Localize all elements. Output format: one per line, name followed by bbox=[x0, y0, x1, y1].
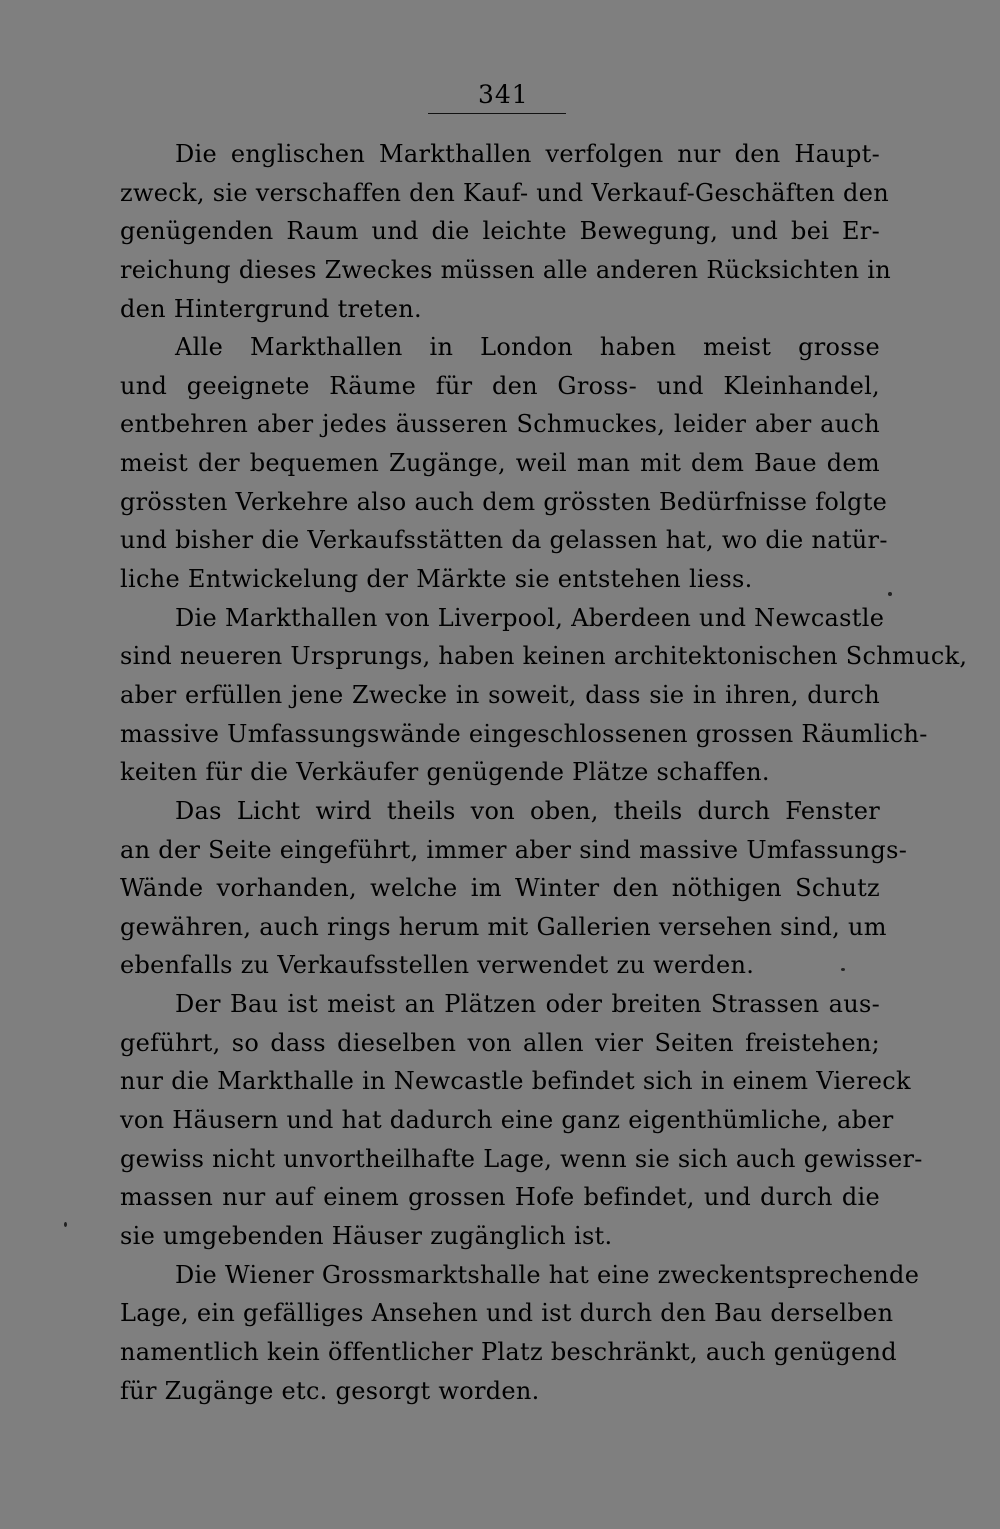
text-line: sind neueren Ursprungs, haben keinen architektonischen Schmuck, bbox=[120, 642, 968, 671]
text-line: geführt, so dass dieselben von allen vier Seiten freistehen; bbox=[120, 1028, 880, 1057]
page-number: 341 bbox=[478, 80, 529, 109]
text-line: gewiss nicht unvortheilhafte Lage, wenn sie sich auch gewisser- bbox=[120, 1144, 923, 1173]
header-rule bbox=[428, 113, 566, 114]
text-line: massen nur auf einem grossen Hofe befindet, und durch die bbox=[120, 1183, 880, 1212]
text-line: meist der bequemen Zugänge, weil man mit dem Baue dem bbox=[120, 449, 880, 478]
text-line: nur die Markthalle in Newcastle befindet sich in einem Viereck bbox=[120, 1067, 911, 1096]
text-line: sie umgebenden Häuser zugänglich ist. bbox=[120, 1221, 613, 1250]
body-text bbox=[120, 135, 968, 1410]
text-line: von Häusern und hat dadurch eine ganz eigenthümliche, aber bbox=[120, 1106, 894, 1135]
text-line: entbehren aber jedes äusseren Schmuckes, leider aber auch bbox=[120, 410, 880, 439]
text-line: massive Umfassungswände eingeschlossenen grossen Räumlich- bbox=[120, 719, 928, 748]
text-line: Wände vorhanden, welche im Winter den nöthigen Schutz bbox=[120, 874, 880, 903]
text-line: aber erfüllen jene Zwecke in soweit, dass sie in ihren, durch bbox=[120, 680, 880, 709]
text-line: und bisher die Verkaufsstätten da gelassen hat, wo die natür- bbox=[120, 526, 888, 555]
text-line: Der Bau ist meist an Plätzen oder breiten Strassen aus- bbox=[175, 990, 880, 1019]
text-line: für Zugänge etc. gesorgt worden. bbox=[120, 1376, 540, 1405]
text-line: Das Licht wird theils von oben, theils durch Fenster bbox=[175, 796, 880, 825]
text-line: grössten Verkehre also auch dem grössten Bedürfnisse folgte bbox=[120, 487, 888, 516]
text-line: Die englischen Markthallen verfolgen nur den Haupt- bbox=[175, 140, 880, 168]
text-line: Lage, ein gefälliges Ansehen und ist durch den Bau derselben bbox=[120, 1299, 894, 1328]
text-line: den Hintergrund treten. bbox=[120, 294, 422, 323]
text-line: Alle Markthallen in London haben meist grosse bbox=[175, 333, 880, 362]
text-line: Die Markthallen von Liverpool, Aberdeen und Newcastle bbox=[175, 603, 885, 632]
text-line: Die Wiener Grossmarktshalle hat eine zweckentsprechende bbox=[175, 1260, 920, 1289]
text-line: reichung dieses Zweckes müssen alle anderen Rücksichten in bbox=[120, 255, 892, 284]
text-line: keiten für die Verkäufer genügende Plätze schaffen. bbox=[120, 758, 770, 787]
text-line: namentlich kein öffentlicher Platz beschränkt, auch genügend bbox=[120, 1337, 897, 1366]
text-line: zweck, sie verschaffen den Kauf- und Verkauf-Geschäften den bbox=[120, 178, 889, 207]
text-line: liche Entwickelung der Märkte sie entstehen liess. bbox=[120, 565, 753, 594]
text-line: und geeignete Räume für den Gross- und Kleinhandel, bbox=[120, 371, 880, 400]
text-line: gewähren, auch rings herum mit Gallerien versehen sind, um bbox=[120, 912, 887, 941]
text-line: genügenden Raum und die leichte Bewegung, und bei Er- bbox=[120, 217, 880, 246]
text-line: ebenfalls zu Verkaufsstellen verwendet zu werden. bbox=[120, 951, 755, 980]
text-line: an der Seite eingeführt, immer aber sind massive Umfassungs- bbox=[120, 835, 908, 864]
